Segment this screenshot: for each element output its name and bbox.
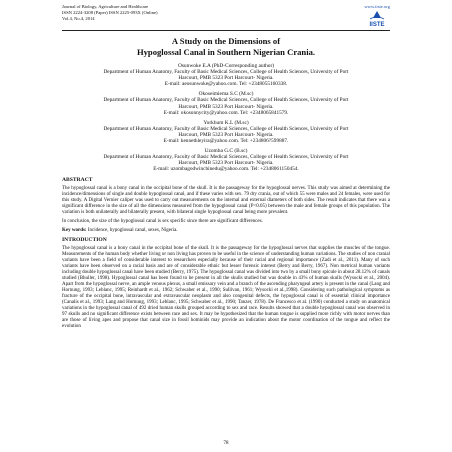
- author-affiliation-city: Harcourt, PMB 5323 Port Harcourt- Nigeria.: [178, 75, 274, 82]
- author-block-4: [62, 148, 390, 172]
- author-affiliation-city: Harcourt, PMB 5323 Port Harcourt- Nigeria.: [178, 160, 274, 167]
- author-affiliation: Department of Human Anatomy, Faculty of Basic Medical Sciences, College of Health Sciences, University of Port: [103, 125, 349, 132]
- abstract-text: The hypoglossal canal is a bony canal in the occipital bone of the skull. It is the passageway for the hypoglossal nerves. This study was aimed at determining the incidence/dimensions of single and double hypoglossal canal, and if these varies with sex. 79 dry crania, out of which 55 were males and 24 females, were used for this study. A Digital Vernier caliper was used to carry out measurements on the internal and external diameters of both sides. The result indicates that there was a significant difference in the size of all the dimensions measured from the hypoglossal canal (P<0.05) between the male and female groups of this population. The variation is both unilaterally and bilaterally present, with bilateral single hypoglossal canal being more prevalent.: [62, 185, 390, 215]
- author-email: E-mail: okosonnycity@yahoo.com. Tel: +2348065841579.: [163, 109, 289, 116]
- author-block-2: [62, 91, 390, 115]
- author-affiliation: Department of Human Anatomy, Faculty of Basic Medical Sciences, College of Health Sciences, University of Port: [103, 154, 349, 161]
- author-name: Osunwoke E.A (PhD-Corresponding author): [177, 63, 275, 69]
- keywords-label: Key words:: [62, 227, 87, 233]
- paper-title-line2: Hypoglossal Canal in Southern Nigerian Crania.: [136, 47, 316, 57]
- author-affiliation-city: Harcourt, PMB 5323 Port Harcourt- Nigeria.: [178, 103, 274, 110]
- logo-text: IISTE: [369, 22, 385, 28]
- author-block-1: [62, 63, 390, 87]
- journal-volume: Vol.4, No.4, 2014: [62, 15, 95, 21]
- author-name: Okoseimiema S.C (M.sc): [198, 91, 254, 98]
- author-affiliation: Department of Human Anatomy, Faculty of Basic Medical Sciences, College of Health Sciences, University of Port: [103, 97, 349, 104]
- keywords: [62, 228, 390, 234]
- abstract-heading: ABSTRACT: [62, 176, 93, 183]
- header-divider: [62, 30, 390, 31]
- author-email: E-mail: uzombagodwinchinedu@yahoo.com. Tel: +2348061150454.: [153, 166, 299, 173]
- journal-site-link[interactable]: www.iiste.org: [364, 4, 390, 9]
- introduction-heading: INTRODUCTION: [62, 236, 107, 243]
- author-email: E-mail: kennethleyira@yahoo.com. Tel: +234806?599887.: [163, 138, 289, 145]
- author-affiliation-city: Harcourt, PMB 5323 Port Harcourt- Nigeria.: [178, 131, 274, 138]
- author-name: Yorkhum K.L (M.sc): [203, 119, 249, 126]
- journal-name: Journal of Biology, Agriculture and Healthcare: [62, 4, 149, 9]
- introduction-text: The hypoglossal canal is a bony canal in the occipital bone of the skull. It is the passageway for the hypoglossal nerves that supplies the muscles of the tongue. Measurements of the human body whether living or non living has proven to be useful in the science of understanding human variations. The studies of non cranial variants have been a field of considerable interest to researchers especially because of their racial and regional importance (Zadi et al., 2011). Many of such variants have been observed on a racial basis and are of considerable ethnic but lesser forensic interest (Berry and Berry, 1967). Non metrical human variants including double hypoglossal canal have been studied (Berry, 1975). The hypoglossal canal was divided into two by a small bony spicule in about 28.12% of canals studied (Bhuller, 1998). Hypoglossal canal has been found to be present in all the skulls studied but was double in 43% of human skulls (Wysocki et al., 2004). Apart from the hypoglossal nerve, an ample venous plexus, a small emissary vein and a branch of the ascending pharyngeal artery is present in the canal (Lang and Hornung, 1993; Leblanc, 1995; Reinhardt et al., 1962; Schwaber et al., 1990; Sullivan, 1961; Wysocki et al.,1998). Considering such pathological symptoms as fracture of the occipital bone, intravascular and extravascular neoplasm and also congenital defects, the hypoglossal canal is of essential clinical importance (Canalis et al., 1993; Lang and Hornung, 1993; Leblanc, 1995; Schwaber et al., 1990; Tanzer, 1978). De Francesco et al. (1990) conducted a study on anatomical variations in the hypoglossal canal of 492 dried human skulls grouped according to sex and race. Results showed that a double hypoglossal canal was observed in 97 skulls and no significant difference exists between race and sex. It may be hypothesized that the human tongue is supplied more richly with motor nerves than are those of living apes and propose that canal size in fossil hominids may provide an indication about the motor coordination of the tongue and reflect the evolution: [62, 245, 390, 330]
- paper-title-line1: A Study on the Dimensions of: [171, 36, 281, 46]
- journal-issn: ISSN 2224-3208 (Paper) ISSN 2225-093X (Online): [62, 9, 158, 15]
- conclusion-text: In conclusion, the size of the hypoglossal canal is sex specific since there are significant differences.: [62, 218, 263, 224]
- author-block-3: [62, 120, 390, 144]
- iiste-logo: [364, 10, 390, 28]
- author-email: E-mail: aeosunwoke@yahoo.com. Tel: +2348055160338.: [164, 81, 288, 88]
- author-affiliation: Department of Human Anatomy, Faculty of Basic Medical Sciences, College of Health Sciences, University of Port: [103, 69, 349, 76]
- page-number: 78: [223, 441, 229, 446]
- journal-header: [62, 4, 390, 30]
- author-name: Uzomba G.C (B.sc): [204, 148, 248, 155]
- keywords-text: Incidence, hypoglossal canal, sexes, Nigeria.: [86, 227, 178, 233]
